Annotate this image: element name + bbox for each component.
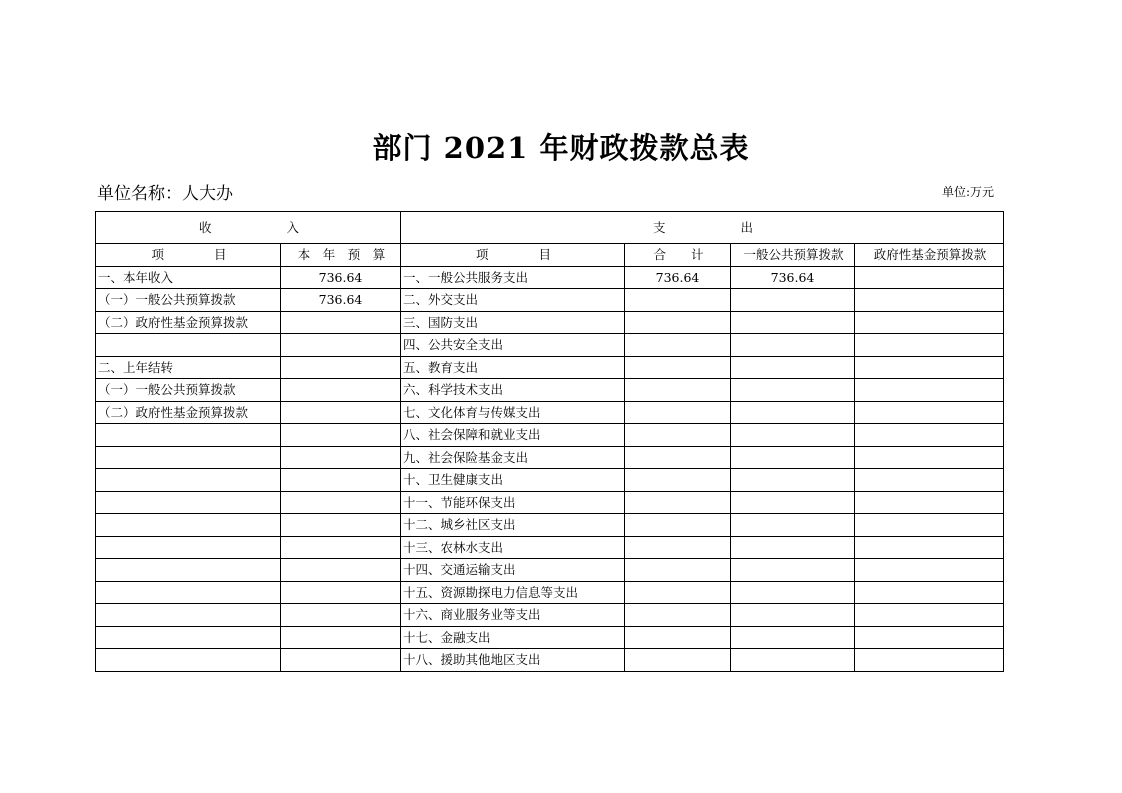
income-amount-cell [281, 626, 401, 649]
income-amount-cell: 736.64 [281, 266, 401, 289]
income-amount-cell [281, 356, 401, 379]
total-cell [625, 649, 731, 672]
fund-budget-cell [855, 424, 1004, 447]
budget-table [95, 211, 1004, 672]
total-cell [625, 401, 731, 424]
income-item-cell [96, 604, 281, 627]
fund-budget-cell [855, 626, 1004, 649]
total-header: 合 计 [625, 244, 731, 267]
total-cell [625, 356, 731, 379]
total-cell [625, 424, 731, 447]
table-row [96, 401, 1004, 424]
fund-budget-cell [855, 469, 1004, 492]
expense-item-cell: 十六、商业服务业等支出 [401, 604, 625, 627]
table-row [96, 559, 1004, 582]
general-budget-cell: 736.64 [731, 266, 855, 289]
table-row [96, 424, 1004, 447]
total-cell [625, 379, 731, 402]
income-amount-cell [281, 379, 401, 402]
fund-budget-cell [855, 581, 1004, 604]
income-item-cell [96, 446, 281, 469]
expense-item-cell: 十八、援助其他地区支出 [401, 649, 625, 672]
total-cell [625, 514, 731, 537]
table-row [96, 649, 1004, 672]
expense-item-cell: 八、社会保障和就业支出 [401, 424, 625, 447]
fund-budget-cell [855, 311, 1004, 334]
table-row [96, 536, 1004, 559]
income-item-cell [96, 559, 281, 582]
income-item-header: 项 目 [96, 244, 281, 267]
expense-item-cell: 十三、农林水支出 [401, 536, 625, 559]
total-cell [625, 469, 731, 492]
table-row [96, 356, 1004, 379]
table-row [96, 379, 1004, 402]
income-amount-cell [281, 559, 401, 582]
table-row [96, 289, 1004, 312]
income-amount-cell [281, 649, 401, 672]
income-item-cell [96, 581, 281, 604]
general-budget-cell [731, 626, 855, 649]
expense-header: 支 出 [401, 212, 1004, 244]
table-row [96, 626, 1004, 649]
fund-budget-cell [855, 334, 1004, 357]
general-budget-cell [731, 604, 855, 627]
total-cell [625, 559, 731, 582]
total-cell: 736.64 [625, 266, 731, 289]
income-amount-cell [281, 401, 401, 424]
income-item-cell [96, 626, 281, 649]
income-item-cell [96, 649, 281, 672]
table-row [96, 491, 1004, 514]
table-row [96, 334, 1004, 357]
fund-budget-cell [855, 491, 1004, 514]
income-amount-cell [281, 334, 401, 357]
income-amount-cell [281, 491, 401, 514]
expense-item-cell: 四、公共安全支出 [401, 334, 625, 357]
income-item-cell: （二）政府性基金预算拨款 [96, 311, 281, 334]
fund-budget-cell [855, 559, 1004, 582]
expense-item-cell: 十二、城乡社区支出 [401, 514, 625, 537]
expense-item-cell: 六、科学技术支出 [401, 379, 625, 402]
income-amount-cell: 736.64 [281, 289, 401, 312]
expense-item-cell: 十五、资源勘探电力信息等支出 [401, 581, 625, 604]
general-budget-cell [731, 401, 855, 424]
table-row [96, 266, 1004, 289]
expense-item-cell: 五、教育支出 [401, 356, 625, 379]
fund-budget-cell [855, 514, 1004, 537]
page-title: 部门 2021 年财政拨款总表 [372, 131, 750, 165]
total-cell [625, 626, 731, 649]
table-row [96, 514, 1004, 537]
expense-item-cell: 七、文化体育与传媒支出 [401, 401, 625, 424]
income-item-cell [96, 491, 281, 514]
income-amount-cell [281, 514, 401, 537]
expense-item-cell: 十七、金融支出 [401, 626, 625, 649]
expense-item-header: 项 目 [401, 244, 625, 267]
general-budget-cell [731, 559, 855, 582]
income-item-cell [96, 536, 281, 559]
income-item-cell [96, 424, 281, 447]
total-cell [625, 289, 731, 312]
table-row [96, 469, 1004, 492]
general-budget-cell [731, 469, 855, 492]
income-item-cell [96, 469, 281, 492]
expense-item-cell: 九、社会保险基金支出 [401, 446, 625, 469]
header-row-columns [96, 244, 1004, 267]
general-budget-cell [731, 311, 855, 334]
expense-item-cell: 十、卫生健康支出 [401, 469, 625, 492]
budget-header: 本 年 预 算 [281, 244, 401, 267]
table-row [96, 581, 1004, 604]
table-row [96, 446, 1004, 469]
expense-item-cell: 二、外交支出 [401, 289, 625, 312]
general-budget-cell [731, 536, 855, 559]
general-budget-cell [731, 356, 855, 379]
expense-item-cell: 十四、交通运输支出 [401, 559, 625, 582]
fund-budget-cell [855, 356, 1004, 379]
general-budget-cell [731, 649, 855, 672]
general-budget-cell [731, 334, 855, 357]
total-cell [625, 604, 731, 627]
general-budget-cell [731, 581, 855, 604]
table-row [96, 311, 1004, 334]
income-amount-cell [281, 536, 401, 559]
table-row [96, 604, 1004, 627]
income-amount-cell [281, 469, 401, 492]
expense-item-cell: 三、国防支出 [401, 311, 625, 334]
income-item-cell: （一）一般公共预算拨款 [96, 289, 281, 312]
income-amount-cell [281, 604, 401, 627]
fund-budget-cell [855, 649, 1004, 672]
general-budget-cell [731, 379, 855, 402]
fund-budget-cell [855, 604, 1004, 627]
general-budget-cell [731, 514, 855, 537]
unit-name: 单位名称：人大办 [97, 184, 233, 204]
total-cell [625, 491, 731, 514]
income-header: 收 入 [96, 212, 401, 244]
income-item-cell: （一）一般公共预算拨款 [96, 379, 281, 402]
total-cell [625, 536, 731, 559]
general-budget-cell [731, 446, 855, 469]
income-amount-cell [281, 446, 401, 469]
fund-budget-header: 政府性基金预算拨款 [855, 244, 1004, 267]
total-cell [625, 581, 731, 604]
header-row-top [96, 212, 1004, 244]
total-cell [625, 311, 731, 334]
fund-budget-cell [855, 379, 1004, 402]
expense-item-cell: 十一、节能环保支出 [401, 491, 625, 514]
fund-budget-cell [855, 401, 1004, 424]
income-amount-cell [281, 311, 401, 334]
income-item-cell: （二）政府性基金预算拨款 [96, 401, 281, 424]
income-item-cell [96, 514, 281, 537]
fund-budget-cell [855, 289, 1004, 312]
income-item-cell: 一、本年收入 [96, 266, 281, 289]
income-amount-cell [281, 424, 401, 447]
fund-budget-cell [855, 536, 1004, 559]
fund-budget-cell [855, 266, 1004, 289]
income-item-cell: 二、上年结转 [96, 356, 281, 379]
currency-unit: 单位:万元 [942, 185, 995, 199]
total-cell [625, 334, 731, 357]
general-budget-cell [731, 289, 855, 312]
income-item-cell [96, 334, 281, 357]
total-cell [625, 446, 731, 469]
general-budget-cell [731, 424, 855, 447]
expense-item-cell: 一、一般公共服务支出 [401, 266, 625, 289]
income-amount-cell [281, 581, 401, 604]
general-budget-header: 一般公共预算拨款 [731, 244, 855, 267]
fund-budget-cell [855, 446, 1004, 469]
general-budget-cell [731, 491, 855, 514]
